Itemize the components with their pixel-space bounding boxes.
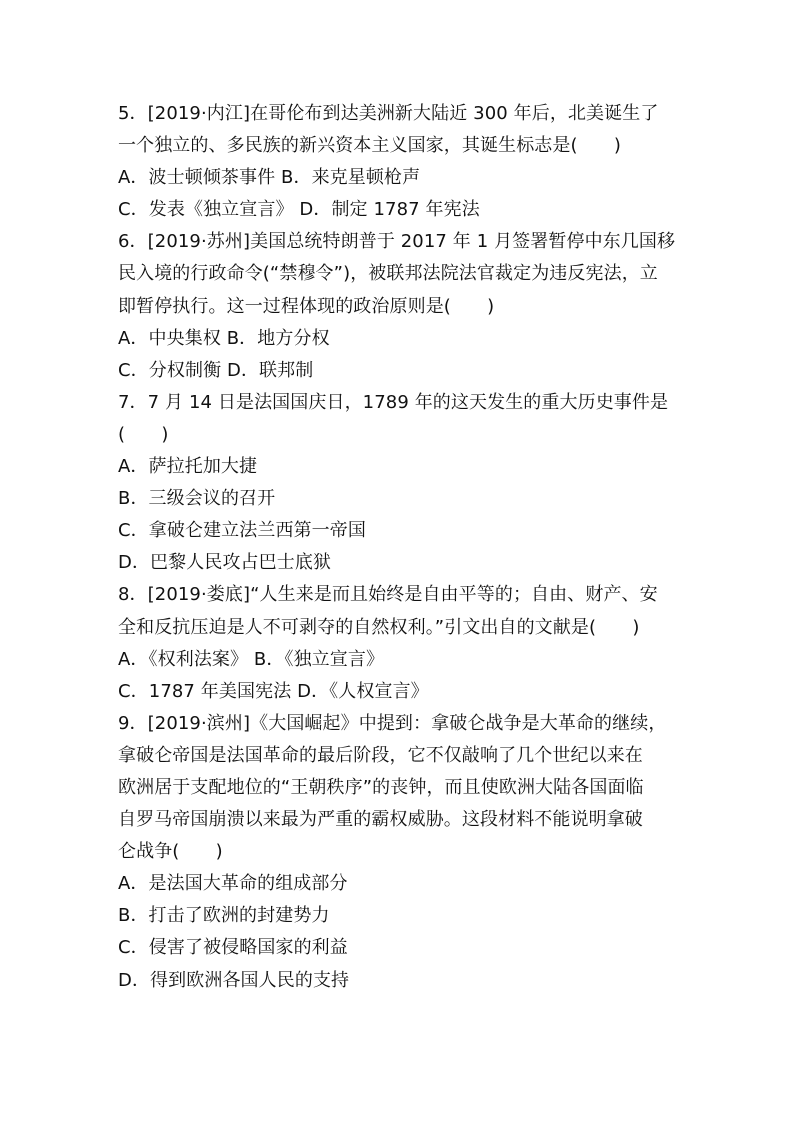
question-stem-line: 9．[2019·滨州]《大国崛起》中提到：拿破仑战争是大革命的继续，: [118, 712, 667, 734]
question-9: [118, 708, 728, 997]
question-stem-line: 仑战争( ): [118, 841, 223, 863]
question-stem-line: 自罗马帝国崩溃以来最为严重的霸权威胁。这段材料不能说明拿破: [118, 809, 643, 831]
answer-option-line: D．巴黎人民攻占巴士底狱: [118, 552, 332, 574]
question-stem-line: 拿破仑帝国是法国革命的最后阶段，它不仅敲响了几个世纪以来在: [118, 744, 643, 766]
answer-option-line: C．发表《独立宣言》 D．制定 1787 年宪法: [118, 199, 480, 221]
question-7: [118, 387, 728, 580]
question-6: [118, 226, 728, 386]
answer-option-line: A．中央集权 B．地方分权: [118, 327, 330, 349]
answer-option-line: D．得到欧洲各国人民的支持: [118, 969, 350, 991]
question-stem-line: 即暂停执行。这一过程体现的政治原则是( ): [118, 295, 495, 317]
question-stem-line: 5．[2019·内江]在哥伦布到达美洲新大陆近 300 年后，北美诞生了: [118, 103, 659, 124]
question-5: [118, 98, 728, 226]
question-stem-line: 7．7 月 14 日是法国国庆日，1789 年的这天发生的重大历史事件是: [118, 391, 669, 413]
question-stem-line: ( ): [118, 423, 169, 445]
answer-option-line: A．波士顿倾茶事件 B．来克星顿枪声: [118, 167, 421, 189]
answer-option-line: C．分权制衡 D．联邦制: [118, 359, 314, 381]
answer-option-line: B．三级会议的召开: [118, 488, 276, 510]
answer-option-line: C．1787 年美国宪法 D．《人权宣言》: [118, 680, 429, 702]
question-stem-line: 8．[2019·娄底]“人生来是而且始终是自由平等的；自由、财产、安: [118, 584, 658, 606]
answer-option-line: C．拿破仑建立法兰西第一帝国: [118, 520, 366, 542]
answer-option-line: B．打击了欧洲的封建势力: [118, 905, 330, 927]
question-8: [118, 579, 728, 707]
question-stem-line: 一个独立的、多民族的新兴资本主义国家，其诞生标志是( ): [118, 135, 621, 157]
question-stem-line: 欧洲居于支配地位的“王朝秩序”的丧钟，而且使欧洲大陆各国面临: [118, 776, 644, 798]
document-page: [118, 98, 728, 997]
question-stem-line: 6．[2019·苏州]美国总统特朗普于 2017 年 1 月签署暂停中东几国移: [118, 231, 676, 253]
question-stem-line: 民入境的行政命令(“禁穆令”)，被联邦法院法官裁定为违反宪法，立: [118, 263, 658, 285]
answer-option-line: A．萨拉托加大捷: [118, 456, 258, 478]
answer-option-line: A．《权利法案》 B．《独立宣言》: [118, 648, 385, 670]
question-stem-line: 全和反抗压迫是人不可剥夺的自然权利。”引文出自的文献是( ): [118, 616, 640, 638]
answer-option-line: A．是法国大革命的组成部分: [118, 873, 348, 895]
answer-option-line: C．侵害了被侵略国家的利益: [118, 937, 348, 959]
